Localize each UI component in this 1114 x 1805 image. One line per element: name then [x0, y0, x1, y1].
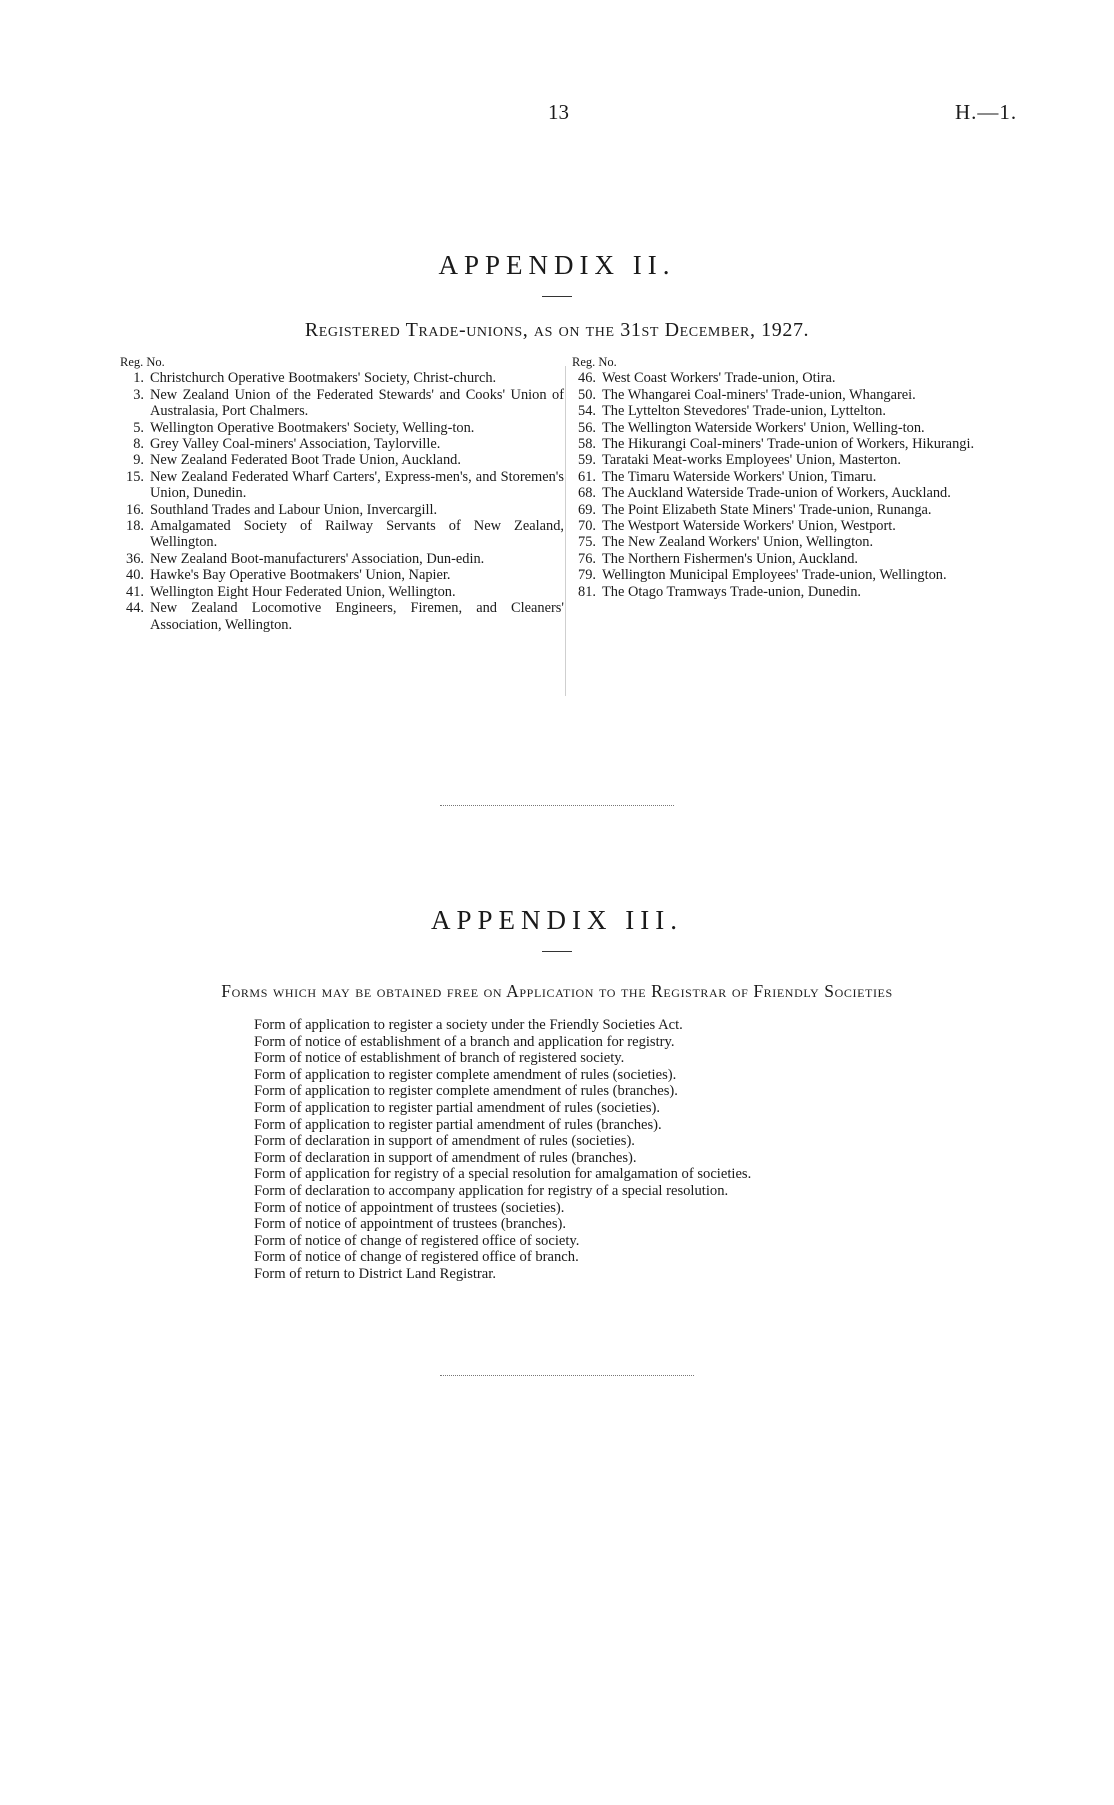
form-item: Form of declaration to accompany application for registry of a special resolution.	[254, 1182, 729, 1199]
form-item: Form of declaration in support of amendment of rules (branches).	[254, 1149, 637, 1166]
section-separator	[440, 1375, 694, 1376]
form-item: Form of notice of change of registered office of branch.	[254, 1249, 579, 1266]
reg-number: 54.	[578, 403, 596, 420]
union-entry	[568, 518, 1016, 534]
union-name: Southland Trades and Labour Union, Invercargill.	[150, 501, 438, 518]
reg-number: 41.	[126, 583, 144, 600]
union-name: Wellington Operative Bootmakers' Society, Welling-ton.	[150, 419, 475, 436]
document-reference: H.—1.	[955, 100, 1018, 124]
union-entry	[568, 420, 1016, 436]
form-item: Form of notice of appointment of trustees (societies).	[254, 1199, 565, 1216]
reg-number: 8.	[133, 436, 144, 453]
form-item: Form of application to register a society under the Friendly Societies Act.	[254, 1017, 683, 1033]
appendix-2-title: APPENDIX II.	[438, 250, 676, 280]
union-entry	[116, 518, 564, 551]
form-item: Form of notice of appointment of trustees (branches).	[254, 1216, 567, 1233]
union-entry	[116, 420, 564, 436]
union-entry	[116, 502, 564, 518]
union-entry	[568, 403, 1016, 419]
union-entry	[568, 534, 1016, 550]
reg-number: 1.	[133, 370, 144, 387]
reg-number: 56.	[578, 419, 596, 436]
appendix-2-subtitle: Registered Trade-unions, as on the 31st December, 1927.	[304, 319, 810, 341]
union-entry	[116, 600, 564, 633]
union-name: The Westport Waterside Workers' Union, Westport.	[602, 518, 896, 535]
union-name: The Auckland Waterside Trade-union of Workers, Auckland.	[602, 485, 951, 502]
union-entry	[568, 452, 1016, 468]
union-entry	[116, 370, 564, 386]
union-entry	[568, 469, 1016, 485]
union-name: Grey Valley Coal-miners' Association, Taylorville.	[150, 436, 441, 453]
union-name: The Whangarei Coal-miners' Trade-union, Whangarei.	[602, 386, 916, 403]
union-entry	[568, 370, 1016, 386]
title-rule	[542, 951, 572, 952]
reg-number: 75.	[578, 534, 596, 551]
form-item: Form of notice of establishment of a branch and application for registry.	[254, 1033, 675, 1050]
union-name: New Zealand Federated Boot Trade Union, Auckland.	[150, 452, 461, 469]
form-item: Form of declaration in support of amendment of rules (societies).	[254, 1133, 635, 1150]
trade-union-list-right	[568, 354, 1016, 600]
union-name: Wellington Eight Hour Federated Union, Wellington.	[150, 583, 456, 600]
union-name: The Point Elizabeth State Miners' Trade-union, Runanga.	[602, 501, 932, 518]
union-entry	[116, 436, 564, 452]
union-entry	[568, 485, 1016, 501]
union-name: New Zealand Locomotive Engineers, Firemen, and Cleaners' Association, Wellington.	[150, 600, 564, 633]
reg-number: 46.	[578, 370, 596, 387]
union-name: New Zealand Boot-manufacturers' Association, Dun-edin.	[150, 550, 485, 567]
union-name: The Otago Tramways Trade-union, Dunedin.	[602, 583, 862, 600]
form-item: Form of application for registry of a special resolution for amalgamation of societies.	[254, 1166, 752, 1183]
union-name: The Northern Fishermen's Union, Auckland.	[602, 550, 858, 567]
section-separator	[440, 805, 674, 806]
reg-number: 18.	[126, 518, 144, 535]
reg-number: 68.	[578, 485, 596, 502]
form-item: Form of application to register complete amendment of rules (branches).	[254, 1083, 678, 1100]
reg-number: 44.	[126, 600, 144, 617]
reg-number: 61.	[578, 468, 596, 485]
reg-number: 79.	[578, 567, 596, 584]
union-name: Wellington Municipal Employees' Trade-union, Wellington.	[602, 567, 947, 584]
union-name: Amalgamated Society of Railway Servants of New Zealand, Wellington.	[150, 518, 564, 551]
reg-number: 69.	[578, 501, 596, 518]
union-name: Christchurch Operative Bootmakers' Society, Christ-church.	[150, 370, 497, 387]
union-entry	[568, 502, 1016, 518]
reg-number: 58.	[578, 436, 596, 453]
union-entry	[116, 567, 564, 583]
reg-number: 40.	[126, 567, 144, 584]
union-name: The Wellington Waterside Workers' Union, Welling-ton.	[602, 419, 925, 436]
reg-number: 5.	[133, 419, 144, 436]
union-entry	[116, 452, 564, 468]
reg-number: 70.	[578, 518, 596, 535]
union-entry	[568, 551, 1016, 567]
form-item: Form of application to register complete amendment of rules (societies).	[254, 1066, 677, 1083]
reg-number: 36.	[126, 550, 144, 567]
reg-number: 59.	[578, 452, 596, 469]
trade-union-list-left	[116, 354, 564, 633]
union-entry	[568, 436, 1016, 452]
forms-list	[254, 1017, 1014, 1283]
union-entry	[116, 387, 564, 420]
reg-number: 81.	[578, 583, 596, 600]
union-name: New Zealand Union of the Federated Stewards' and Cooks' Union of Australasia, Port Chalmers.	[150, 386, 564, 420]
title-rule	[542, 296, 572, 297]
union-entry	[568, 387, 1016, 403]
reg-no-heading: Reg. No.	[572, 355, 617, 369]
union-name: The Timaru Waterside Workers' Union, Timaru.	[602, 468, 877, 485]
column-divider	[565, 366, 566, 696]
form-item: Form of return to District Land Registrar.	[254, 1265, 496, 1282]
reg-number: 9.	[133, 452, 144, 469]
union-name: West Coast Workers' Trade-union, Otira.	[602, 370, 836, 387]
union-name: Tarataki Meat-works Employees' Union, Masterton.	[602, 452, 901, 469]
union-name: The Hikurangi Coal-miners' Trade-union of Workers, Hikurangi.	[602, 436, 975, 453]
union-name: The New Zealand Workers' Union, Wellington.	[602, 534, 874, 551]
union-entry	[568, 567, 1016, 583]
reg-number: 50.	[578, 386, 596, 403]
page-number: 13	[548, 100, 569, 124]
union-entry	[116, 584, 564, 600]
appendix-3-title: APPENDIX III.	[431, 905, 683, 935]
form-item: Form of notice of establishment of branch of registered society.	[254, 1050, 625, 1067]
form-item: Form of application to register partial amendment of rules (branches).	[254, 1116, 662, 1133]
reg-number: 76.	[578, 550, 596, 567]
form-item: Form of notice of change of registered office of society.	[254, 1232, 580, 1249]
form-item: Form of application to register partial amendment of rules (societies).	[254, 1099, 661, 1116]
union-entry	[116, 469, 564, 502]
reg-number: 15.	[126, 468, 144, 485]
union-entry	[568, 584, 1016, 600]
union-entry	[116, 551, 564, 567]
union-name: The Lyttelton Stevedores' Trade-union, Lyttelton.	[602, 403, 886, 420]
union-name: Hawke's Bay Operative Bootmakers' Union, Napier.	[150, 567, 451, 584]
reg-number: 16.	[126, 501, 144, 518]
reg-no-heading: Reg. No.	[120, 355, 165, 369]
appendix-3-heading: Forms which may be obtained free on Application to the Registrar of Friendly Societies	[221, 981, 893, 1001]
reg-number: 3.	[133, 386, 144, 403]
union-name: New Zealand Federated Wharf Carters', Express-men's, and Storemen's Union, Dunedin.	[150, 468, 564, 502]
